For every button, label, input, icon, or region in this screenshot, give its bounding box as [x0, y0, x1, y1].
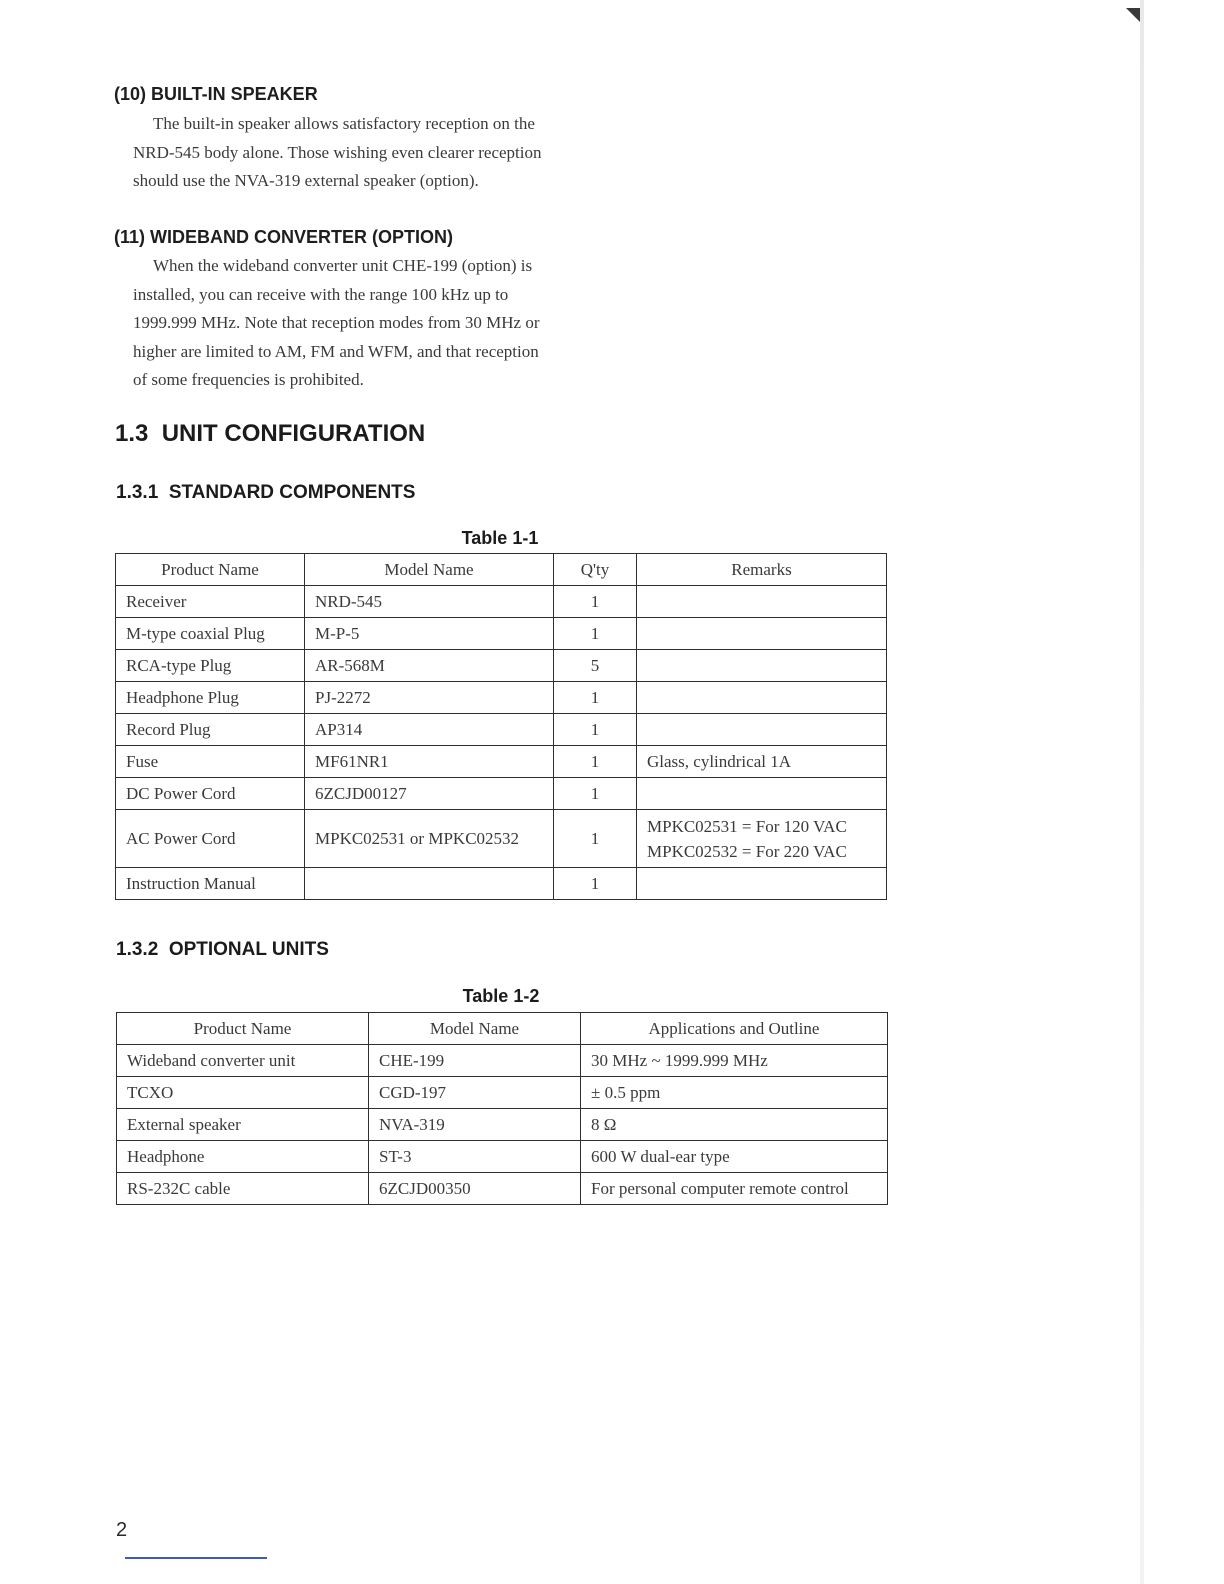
product-name-cell: RS-232C cable: [117, 1173, 369, 1205]
optional-units-heading: 1.3.2 OPTIONAL UNITS: [116, 939, 329, 960]
product-name-cell: M-type coaxial Plug: [116, 618, 305, 650]
qty-cell: 1: [554, 778, 637, 810]
section-11-line: installed, you can receive with the range 100 kHz up to: [133, 284, 509, 304]
table-row: [116, 810, 887, 868]
qty-cell: 1: [554, 682, 637, 714]
col-header: Model Name: [305, 554, 554, 586]
model-name-cell: 6ZCJD00350: [369, 1173, 581, 1205]
remarks-cell: [637, 868, 887, 900]
product-name-cell: Fuse: [116, 746, 305, 778]
table-row: [116, 682, 887, 714]
section-11-line: 1999.999 MHz. Note that reception modes from 30 MHz or: [133, 313, 540, 333]
qty-cell: 1: [554, 618, 637, 650]
table-row: [117, 1141, 888, 1173]
table-row: [116, 778, 887, 810]
remarks-cell: [637, 778, 887, 810]
qty-cell: 1: [554, 714, 637, 746]
table-header-row: [117, 1013, 888, 1045]
product-name-cell: Wideband converter unit: [117, 1045, 369, 1077]
section-11-line: When the wideband converter unit CHE-199 (option) is: [153, 256, 533, 275]
model-name-cell: AR-568M: [305, 650, 554, 682]
corner-mark: [1126, 8, 1140, 22]
product-name-cell: AC Power Cord: [116, 810, 305, 868]
applications-cell: 8 Ω: [581, 1109, 888, 1141]
section-10-line: NRD-545 body alone. Those wishing even clearer reception: [133, 142, 542, 162]
qty-cell: 5: [554, 650, 637, 682]
table-row: [116, 586, 887, 618]
remarks-cell: [637, 618, 887, 650]
model-name-cell: AP314: [305, 714, 554, 746]
remarks-cell: [637, 586, 887, 618]
product-name-cell: Headphone Plug: [116, 682, 305, 714]
remarks-cell: [637, 810, 887, 868]
product-name-cell: Headphone: [117, 1141, 369, 1173]
remarks-cell: [637, 682, 887, 714]
standard-components-heading: 1.3.1 STANDARD COMPONENTS: [116, 482, 416, 503]
product-name-cell: TCXO: [117, 1077, 369, 1109]
table-row: [116, 650, 887, 682]
model-name-cell: MF61NR1: [305, 746, 554, 778]
table-row: [117, 1173, 888, 1205]
remarks-cell: Glass, cylindrical 1A: [637, 746, 887, 778]
page-edge-shadow: [1140, 0, 1144, 1584]
table-1-1-caption: Table 1-1: [461, 528, 539, 548]
product-name-cell: RCA-type Plug: [116, 650, 305, 682]
remarks-line: MPKC02532 = For 220 VAC: [647, 841, 847, 861]
applications-cell: 30 MHz ~ 1999.999 MHz: [581, 1045, 888, 1077]
section-11-line: of some frequencies is prohibited.: [133, 370, 364, 390]
table-row: [116, 714, 887, 746]
qty-cell: 1: [554, 810, 637, 868]
table-1-2-caption: Table 1-2: [462, 986, 540, 1006]
section-10-line: The built-in speaker allows satisfactory reception on the: [153, 114, 535, 133]
product-name-cell: DC Power Cord: [116, 778, 305, 810]
applications-cell: For personal computer remote control: [581, 1173, 888, 1205]
model-name-cell: PJ-2272: [305, 682, 554, 714]
table-row: [116, 618, 887, 650]
model-name-cell: [305, 868, 554, 900]
table-row: [116, 746, 887, 778]
model-name-cell: 6ZCJD00127: [305, 778, 554, 810]
model-name-cell: CGD-197: [369, 1077, 581, 1109]
model-name-cell: ST-3: [369, 1141, 581, 1173]
qty-cell: 1: [554, 746, 637, 778]
col-header: Model Name: [369, 1013, 581, 1045]
section-11-heading: (11) WIDEBAND CONVERTER (OPTION): [114, 227, 454, 247]
section-11-line: higher are limited to AM, FM and WFM, and that reception: [133, 341, 539, 361]
remarks-line: MPKC02531 = For 120 VAC: [647, 816, 847, 836]
footer-rule: [125, 1557, 267, 1559]
col-header: Product Name: [117, 1013, 369, 1045]
remarks-cell: [637, 650, 887, 682]
applications-cell: 600 W dual-ear type: [581, 1141, 888, 1173]
table-row: [117, 1045, 888, 1077]
product-name-cell: Receiver: [116, 586, 305, 618]
page-number: 2: [116, 1519, 128, 1541]
col-header: Applications and Outline: [581, 1013, 888, 1045]
section-10-line: should use the NVA-319 external speaker (option).: [133, 171, 479, 191]
product-name-cell: Record Plug: [116, 714, 305, 746]
model-name-cell: NRD-545: [305, 586, 554, 618]
model-name-cell: MPKC02531 or MPKC02532: [305, 810, 554, 868]
remarks-cell: [637, 714, 887, 746]
applications-cell: ± 0.5 ppm: [581, 1077, 888, 1109]
model-name-cell: CHE-199: [369, 1045, 581, 1077]
optional-units-table: [116, 1012, 888, 1205]
section-11-body: [133, 252, 583, 395]
section-10-body: [133, 110, 583, 196]
table-row: [117, 1109, 888, 1141]
table-header-row: [116, 554, 887, 586]
standard-components-table: [115, 553, 887, 900]
qty-cell: 1: [554, 586, 637, 618]
model-name-cell: NVA-319: [369, 1109, 581, 1141]
product-name-cell: Instruction Manual: [116, 868, 305, 900]
qty-cell: 1: [554, 868, 637, 900]
table-row: [117, 1077, 888, 1109]
col-header: Remarks: [637, 554, 887, 586]
product-name-cell: External speaker: [117, 1109, 369, 1141]
model-name-cell: M-P-5: [305, 618, 554, 650]
unit-config-heading: 1.3 UNIT CONFIGURATION: [115, 420, 426, 447]
col-header: Product Name: [116, 554, 305, 586]
table-row: [116, 868, 887, 900]
section-10-heading: (10) BUILT-IN SPEAKER: [114, 84, 318, 104]
col-header: Q'ty: [554, 554, 637, 586]
